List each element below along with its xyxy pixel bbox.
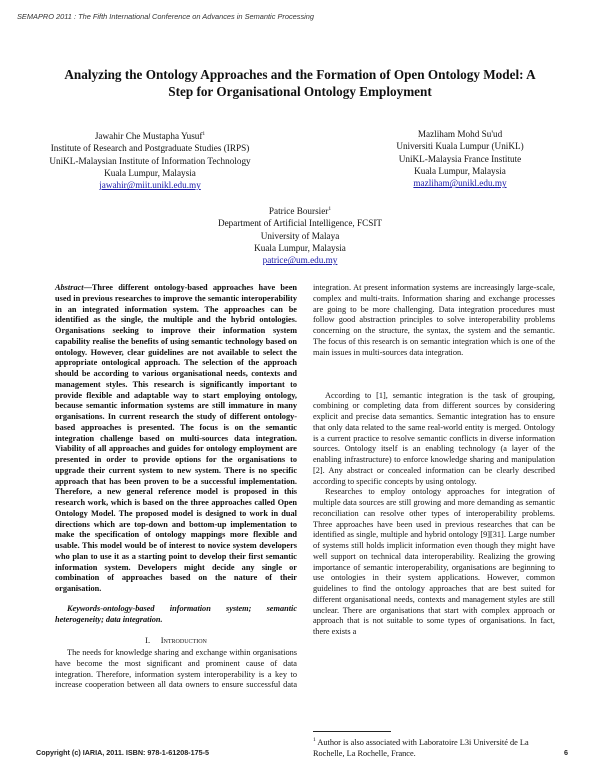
- intro-paragraph-2: According to [1], semantic integration is the task of grouping, combining or completing data from different sources by considering explicit and precise data semantics. Semantic integration has to ensure that only data related to the same real-world entity is merged. Ontology is a current practice to resolve semantic conflicts in diverse information sources. Ontology itself is an enabling technology (a layer of the enabling infrastructure) to enforce knowledge sharing and manipulation [2]. Any abstract or concealed information can be clearly described according to specific concepts by using ontology.: [313, 390, 555, 486]
- author-email-link[interactable]: mazliham@unikl.edu.my: [413, 178, 507, 189]
- author-name: Patrice Boursier$^1$: [268, 206, 332, 217]
- footnote-rule: [313, 731, 391, 732]
- author-affiliation: UniKL-Malaysian Institute of Information Technology: [49, 155, 251, 166]
- footnote-mark: 1: [313, 737, 316, 743]
- section-title: Introduction: [160, 635, 207, 646]
- abstract: Abstract—Three different ontology-based approaches have been used in previous researches to improve the semantic interoperability in an integrated information system. The approaches can be identified as the single, the multiple and the hybrid ontologies. Organisations seeking to improve their information system capability realise the benefits of using semantic technology based on ontology. However, clear guidelines are not available to select the appropriate ontological approach. The selection of the approach should be according to various organisational needs, contexts and management styles. This research is significantly important to provide flexible and adaptable way to start employing ontology, because semantic information systems are still immature in many organisations. In current research the study of different ontology-based approaches is presented. The focus is on the semantic integration challenge based on multi-sources data integration. Viability of all approaches and guides for ontology employment are presented in order to provide options for the organisations to upgrade their current system to new system. There is no specific approach that has been proven to be a successful implementation. Therefore, a new general reference model is proposed in this research work, which is based on the three approaches called Open Ontology Model. The proposed model is designed to work in dual directions which are top-down and bottom-up implementation to make the specification of ontology mappings more flexible and usable. This model would be of interest to novice system developers who plan to use it as a starting point to develop their first semantic information system. Developers might decide any single or combination of approaches based on the nature of their organisation.: [55, 283, 297, 593]
- paper-title: [40, 66, 560, 100]
- page-number: 6: [564, 748, 568, 757]
- author-affiliation: Kuala Lumpur, Malaysia: [104, 167, 196, 178]
- running-header: SEMAPRO 2011 : The Fifth International Conference on Advances in Semantic Processing: [17, 12, 315, 21]
- intro-paragraph-3: Researches to employ ontology approaches for integration of multiple data sources are still growing and more demanding as semantic reconciliation can resolve other types of interoperability problems. Three approaches have been used in previous researches that can be identified as single, multiple and hybrid ontology [9][31]. Large number of systems still holds implicit information even though they might have well support on technical data interoperability. Realizing the growing importance of semantic interoperability, organisations are beginning to use ontologies in their system applications. However, common guidelines to find the ontology approaches that are best suited for different organisational needs, contexts and management styles are still unclear. There are organisations that start with complex approach or approach that is not suitable to some types of organisations. In fact, there exists a: [313, 487, 555, 636]
- author-affiliation: Kuala Lumpur, Malaysia: [254, 242, 346, 253]
- author-block-3: [180, 203, 420, 267]
- author-email-link[interactable]: jawahir@miit.unikl.edu.my: [99, 180, 201, 191]
- author-block-1: [30, 128, 270, 192]
- footnote: [313, 735, 555, 759]
- paper-title-line-1: Analyzing the Ontology Approaches and the Formation of Open Ontology Model: A: [64, 67, 536, 82]
- intro-paragraph-1-continued: integration. At present information systems are increasingly large-scale, complex and multi-traits. Information sharing and exchange processes are going to be more challenging. Data integration procedures must follow good abstraction principles to solve interoperability problems concerning on the structure, the syntax, the system and the semantic. The focus of this research is on semantic integration which is one of the main issues in multi-sources data integration.: [313, 283, 555, 357]
- author-block-2: [340, 128, 580, 189]
- footnote-text: Author is also associated with Laboratoire L3i Université de La Rochelle, La Rochelle, France.: [313, 737, 529, 758]
- author-affiliation: UniKL-Malaysia France Institute: [398, 153, 522, 164]
- author-name: Jawahir Che Mustapha Yusuf$^1$: [94, 131, 206, 142]
- author-affiliation: University of Malaya: [260, 230, 340, 241]
- left-column: [55, 283, 297, 691]
- section-heading: [55, 635, 297, 646]
- abstract-label: Abstract: [55, 283, 84, 292]
- author-affiliation: Universiti Kuala Lumpur (UniKL): [396, 141, 524, 152]
- section-number: I.: [145, 635, 151, 646]
- author-affiliation: Kuala Lumpur, Malaysia: [414, 165, 506, 176]
- author-affiliation: Institute of Research and Postgraduate Studies (IRPS): [50, 143, 250, 154]
- right-column: [313, 283, 555, 638]
- affiliation-mark: 1: [202, 131, 206, 137]
- abstract-text: Three different ontology-based approaches have been used in previous researches to improve the semantic interoperability in an integrated information system. The approaches can be identified as the single, the multiple and the hybrid ontologies. Organisations seeking to improve their information system capability realise the benefits of using semantic technology based on ontology. However, clear guidelines are not available to select the appropriate ontological approach. The selection of the approach should be according to various organisational needs, contexts and management styles. This research is significantly important to provide flexible and adaptable way to start employing ontology, because semantic information systems are still immature in many organisations. In current research the study of different ontology-based approaches is presented. The focus is on the semantic integration challenge based on multi-sources data integration. Viability of all approaches and guides for ontology employment are presented in order to provide options for the organisations to upgrade their current system to new system. There is no specific approach that has been proven to be a successful implementation. Therefore, a new general reference model is proposed in this research work, which is based on the three approaches called Open Ontology Model. The proposed model is designed to work in dual directions which are top-down and bottom-up implementation to make the specification of ontology mappings more flexible and usable. This model would be of interest to novice system developers who plan to use it as a starting point to develop their first semantic information system. Developers might decide any single or combination of approaches based on the nature of their organisation.: [55, 283, 297, 593]
- affiliation-mark: 1: [328, 206, 332, 212]
- author-name: Mazliham Mohd Su'ud: [417, 129, 503, 139]
- keywords: Keywords-ontology-based information system; semantic heterogeneity; data integration.: [55, 603, 297, 624]
- footer-copyright: Copyright (c) IARIA, 2011. ISBN: 978-1-61208-175-5: [36, 748, 209, 757]
- paper-title-line-2: Step for Organisational Ontology Employment: [168, 84, 432, 99]
- author-affiliation: Department of Artificial Intelligence, FCSIT: [217, 218, 383, 229]
- intro-paragraph-1: The needs for knowledge sharing and exchange within organisations have become the most significant and prominent cause of data integration. Therefore, information system interoperability is a key to increase cooperation between all data owners to ensure successful data: [55, 648, 297, 690]
- author-email-link[interactable]: patrice@um.edu.my: [262, 255, 338, 266]
